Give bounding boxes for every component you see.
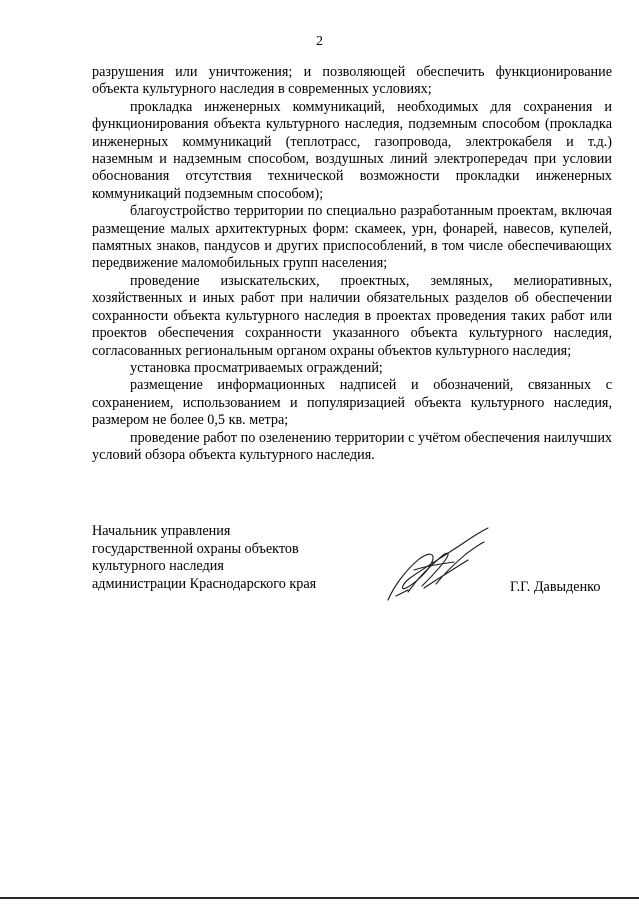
paragraph-signage: размещение информационных надписей и обозначений, связанных с сохранением, использованием и популяризацией объекта культурного наследия, размером не более 0,5 кв. метра; [92,377,612,429]
signatory-title-line: администрации Краснодарского края [92,575,317,592]
paragraph-survey-works: проведение изыскательских, проектных, земляных, мелиоративных, хозяйственных и иных работ при наличии обязательных разделов об обеспечении сохранности объекта культурного наследия в проектах проведения таких работ или проектов обеспечения сохранности указанного объекта культурного наследия, согласованных региональным органом охраны объектов культурного наследия; [92,272,612,359]
bottom-scan-edge [0,897,639,899]
page-number: 2 [316,34,323,49]
signatory-name: Г.Г. Давыденко [510,579,601,595]
paragraph-fencing: установка просматриваемых ограждений; [130,359,383,376]
paragraph-utilities: прокладка инженерных коммуникаций, необходимых для сохранения и функционирования объекта культурного наследия, подземным способом (прокладка инженерных коммуникаций (теплотрасс, газопровода, электрокабеля и т.д.) наземным и надземным способом, воздушных линий электропередач при условии обоснования отсутствия технической возможности прокладки инженерных коммуникаций подземным способом); [92,98,612,202]
signatory-title-line: государственной охраны объектов [92,540,299,557]
handwritten-signature-icon [384,526,492,604]
paragraph-continuation: разрушения или уничтожения; и позволяющей обеспечить функционирование объекта культурного наследия в современных условиях; [92,64,612,98]
paragraph-greening: проведение работ по озеленению территории с учётом обеспечения наилучших условий обзора объекта культурного наследия. [92,429,612,463]
paragraph-landscaping: благоустройство территории по специально разработанным проектам, включая размещение малых архитектурных форм: скамеек, урн, фонарей, навесов, купелей, памятных знаков, пандусов и других приспособлений, в том числе обеспечивающих передвижение маломобильных групп населения; [92,203,612,272]
signatory-title-line: культурного наследия [92,558,224,575]
signatory-title-line: Начальник управления [92,523,231,539]
document-body [92,64,612,464]
signatory-title [92,523,352,593]
